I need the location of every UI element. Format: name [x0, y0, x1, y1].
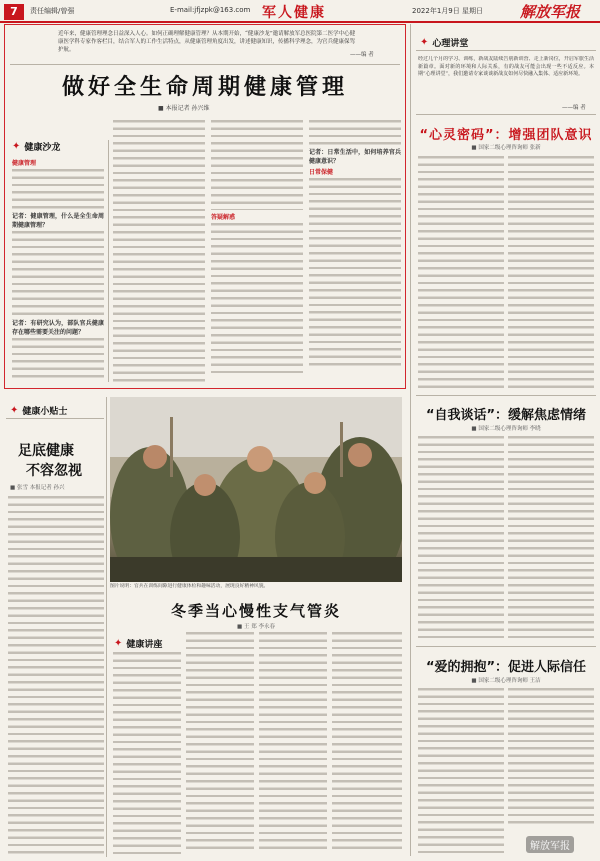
divider	[416, 114, 596, 115]
psych-article-3-byline: ■ 国家二级心理咨询师 王洁	[471, 678, 541, 684]
divider	[416, 646, 596, 647]
column-tag-label: 健康小贴士	[22, 407, 68, 417]
issue-date: 2022年1月9日 星期日	[412, 7, 483, 15]
star-icon: ✦	[114, 638, 123, 649]
feature-column-4	[309, 120, 401, 382]
psych-article-1-title: “心灵密码”：增强团队意识	[419, 128, 593, 143]
winter-col-1	[113, 652, 181, 854]
divider	[10, 64, 400, 65]
winter-col-3	[259, 632, 327, 854]
psych-article-2-title: “自我谈话”：缓解焦虑情绪	[425, 408, 587, 423]
body-text	[12, 169, 104, 209]
tips-headline-1: 足底健康	[18, 443, 74, 459]
psych-article-2-col-2	[508, 436, 594, 642]
feature-intro: 近年来，健康管理理念日益深入人心。如何正确理解健康管理？从本期开始，“健康沙龙”邀请解放军总医院第二医学中心健康医学科专家作客栏目，结合军人的工作生活特点，从健康管理角度出发，讲述健康知识，传播科学理念，为官兵健康保驾护航。	[58, 31, 356, 53]
feature-intro-sign: ——编 者	[350, 52, 374, 58]
editor-info: 责任编辑/曾强	[30, 7, 75, 15]
psych-article-3-col-2	[508, 688, 594, 828]
feature-column-2	[113, 120, 205, 382]
subhead: 答疑解惑	[211, 214, 236, 221]
column-tag-label: 健康沙龙	[24, 143, 61, 153]
psych-article-3-col-1	[418, 688, 504, 854]
column-divider	[106, 397, 107, 857]
feature-headline: 做好全生命周期健康管理	[61, 75, 348, 100]
photo-caption: 图片说明：官兵在训练间隙进行健康体检和趣味活动，展现良好精神风貌。	[110, 584, 269, 589]
column-divider	[108, 140, 109, 382]
masthead	[0, 0, 600, 22]
column-tag-tips	[10, 404, 67, 417]
column-tag-label: 健康讲座	[126, 640, 163, 650]
psych-article-2-col-1	[418, 436, 504, 642]
right-column-divider	[410, 24, 411, 856]
psych-article-3-title: “爱的拥抱”：促进人际信任	[425, 660, 587, 675]
tips-body	[8, 496, 104, 854]
soldiers-photo-illustration	[110, 397, 402, 582]
tips-headline-2: 不容忽视	[26, 463, 82, 479]
source-watermark: 解放军报	[526, 836, 574, 853]
feature-byline: ■ 本报记者 孙兴维	[158, 105, 210, 112]
winter-col-2	[186, 632, 254, 854]
psych-intro-sign: ——编 者	[562, 105, 586, 111]
question: 记者：健康管理，什么是全生命周期健康管理？	[12, 213, 104, 229]
question: 记者：日常生活中，如何培养官兵健康意识？	[309, 149, 401, 165]
psych-intro: 经过几个月的学习、训练，新战友陆续告别新训营、走上新岗位，开启军旅生活新篇章。面对新的环境和人际关系，有的战友可能会出现一些不适反应。本期“心理讲堂”，我们邀请专家谈谈新战友如何尽快融入集体、适应新环境。	[418, 56, 594, 77]
psych-article-1-col-2	[508, 156, 594, 392]
body-text	[12, 231, 104, 316]
section-title: 军人健康	[262, 5, 326, 21]
subhead: 日常保健	[309, 169, 334, 176]
feature-photo	[110, 397, 402, 582]
psych-article-1-byline: ■ 国家二级心理咨询师 张新	[471, 145, 541, 151]
body-text	[12, 338, 104, 381]
divider	[416, 50, 596, 51]
editor-email: E-mail:jfjzpk@163.com	[170, 6, 251, 14]
psych-article-2-byline: ■ 国家二级心理咨询师 李晓	[471, 426, 541, 432]
newspaper-logo: 解放军报	[520, 3, 581, 21]
column-tag-label: 心理讲堂	[432, 39, 469, 49]
subhead: 健康管理	[12, 160, 37, 167]
question: 记者：有研究认为，部队官兵健康存在哪些需要关注的问题？	[12, 320, 104, 336]
column-tag-lecture	[114, 637, 162, 650]
winter-headline: 冬季当心慢性支气管炎	[170, 602, 341, 620]
star-icon: ✦	[420, 37, 429, 48]
page-number: 7	[4, 4, 24, 20]
winter-byline: ■ 王 郑 李永春	[237, 624, 275, 630]
winter-col-4	[332, 632, 402, 854]
star-icon: ✦	[12, 141, 21, 152]
feature-column-3	[211, 120, 303, 382]
divider	[416, 395, 596, 396]
tips-byline: ■ 张雪 本报记者 孙兴	[10, 485, 65, 491]
masthead-rule	[0, 21, 600, 23]
divider	[6, 418, 104, 419]
psych-article-1-col-1	[418, 156, 504, 392]
star-icon: ✦	[10, 405, 19, 416]
column-tag-salon	[12, 140, 60, 153]
column-tag-psych	[420, 36, 468, 49]
feature-column-1	[12, 156, 104, 381]
